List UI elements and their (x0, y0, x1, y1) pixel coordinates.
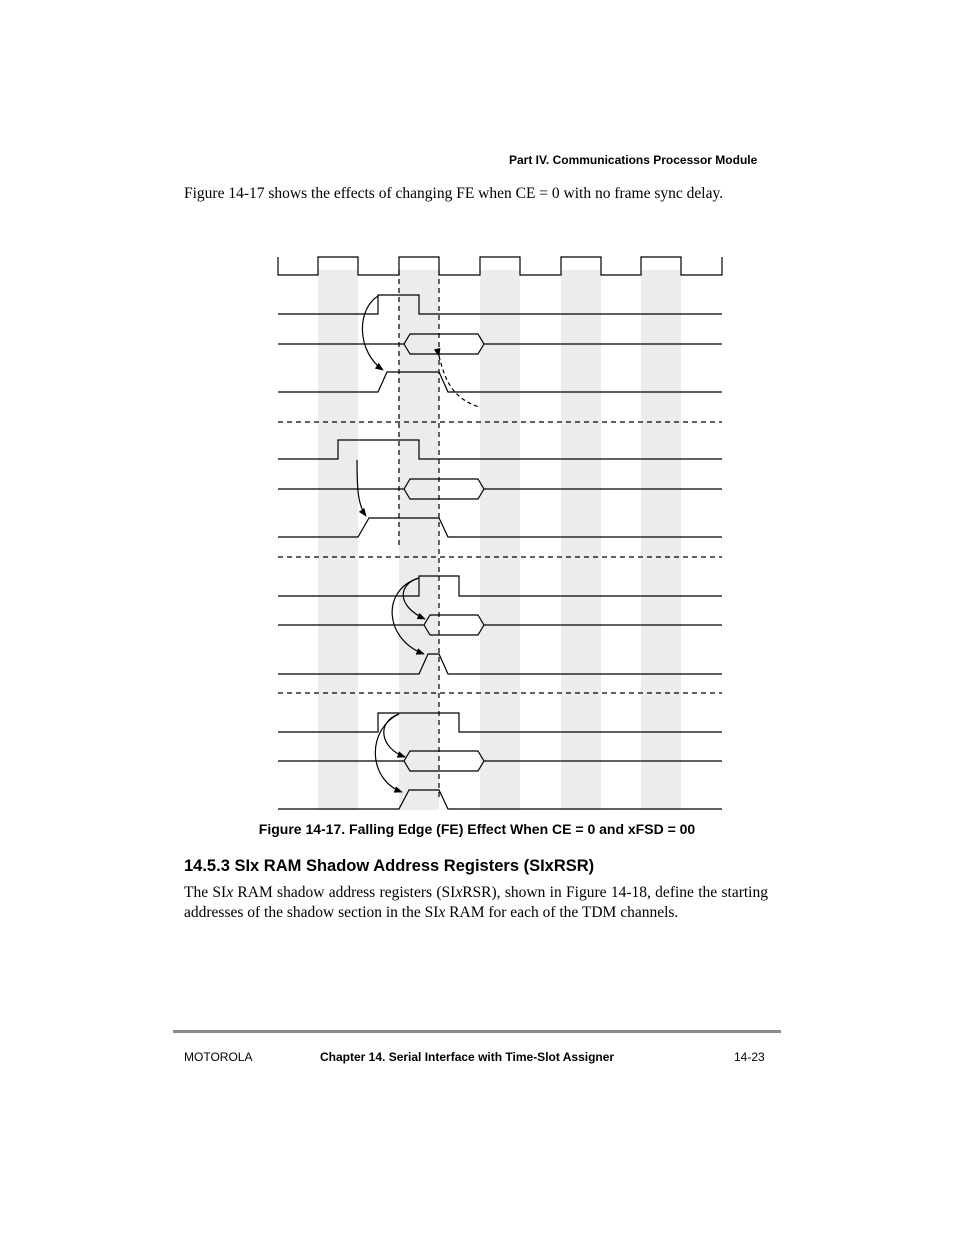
footer-company: MOTOROLA (184, 1050, 253, 1064)
para-italic-x-3: x (438, 903, 446, 921)
g1-dashed-curve (439, 356, 479, 407)
footer-page-number: 14-23 (734, 1050, 765, 1064)
para-text-1: The SI (184, 884, 227, 901)
para-text-3: RSR), shown in Figure 14-18, define the starting addresses of the shadow section in the SI (184, 884, 768, 921)
g4-curve-2 (375, 714, 402, 792)
footer-rule (173, 1030, 781, 1033)
section-heading: 14.5.3 SIx RAM Shadow Address Registers (SIxRSR) (184, 857, 595, 875)
intro-paragraph: Figure 14-17 shows the effects of changing FE when CE = 0 with no frame sync delay. (184, 185, 724, 202)
timing-diagram (270, 245, 730, 820)
figure-caption: Figure 14-17. Falling Edge (FE) Effect When CE = 0 and xFSD = 00 (258, 821, 696, 837)
para-italic-x-2: x (455, 884, 463, 901)
body-paragraph (184, 883, 768, 922)
para-text-4: RAM for each of the TDM channels. (445, 903, 679, 921)
running-header: Part IV. Communications Processor Module (509, 153, 758, 167)
clock-shading (318, 270, 681, 810)
g1-curve (362, 296, 383, 370)
footer-chapter: Chapter 14. Serial Interface with Time-Slot Assigner (320, 1050, 615, 1064)
para-italic-x-1: x (226, 884, 234, 901)
g2-curve (357, 460, 366, 516)
para-text-2: RAM shadow address registers (SI (233, 884, 456, 901)
